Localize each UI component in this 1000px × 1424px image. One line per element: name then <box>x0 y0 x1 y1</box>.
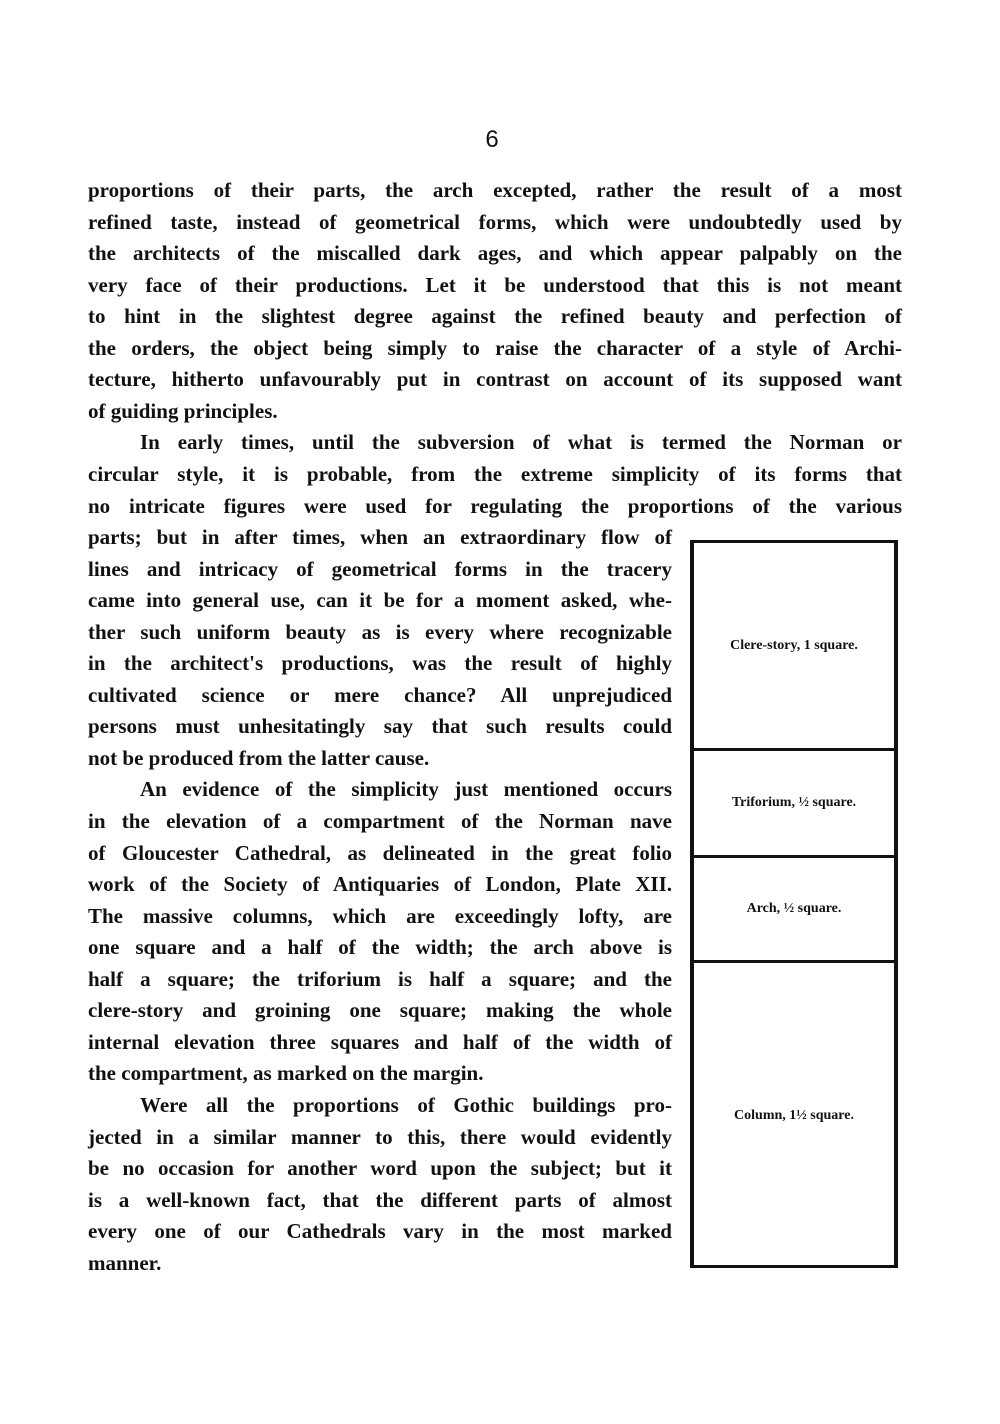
column-label: Column, 1½ square. <box>734 1107 854 1123</box>
text-line: ther such uniform beauty as is every where recognizable <box>88 619 672 644</box>
text-line: clere-story and groining one square; making the whole <box>88 998 672 1023</box>
text-line: An evidence of the simplicity just mentioned occurs <box>140 777 672 802</box>
page-number: 6 <box>485 126 499 153</box>
text-line: work of the Society of Antiquaries of London, Plate XII. <box>88 872 672 897</box>
text-line: proportions of their parts, the arch excepted, rather the result of a most <box>88 178 902 202</box>
text-line: lines and intricacy of geometrical forms in the tracery <box>88 556 672 581</box>
text-line: one square and a half of the width; the arch above is <box>88 935 672 960</box>
triforium-label: Triforium, ½ square. <box>731 795 857 810</box>
text-line: circular style, it is probable, from the extreme simplicity of its forms that <box>88 461 902 486</box>
text-line: of guiding principles. <box>88 398 278 423</box>
text-line: jected in a similar manner to this, there would evidently <box>88 1124 672 1149</box>
text-line: of Gloucester Cathedral, as delineated in the great folio <box>88 840 672 865</box>
text-line: tecture, hitherto unfavourably put in contrast on account of its supposed want <box>88 367 902 392</box>
text-line: the architects of the miscalled dark ages, and which appear palpably on the <box>88 241 902 266</box>
text-line: not be produced from the latter cause. <box>88 745 430 770</box>
text-line: parts; but in after times, when an extraordinary flow of <box>88 525 672 550</box>
text-line: internal elevation three squares and half of the width of <box>88 1029 672 1054</box>
text-line: The massive columns, which are exceedingly lofty, are <box>88 903 672 928</box>
text-line: very face of their productions. Let it be understood that this is not meant <box>88 272 902 297</box>
text-line: persons must unhesitatingly say that such results could <box>88 714 672 739</box>
text-line: half a square; the triforium is half a square; and the <box>88 966 672 991</box>
text-line: no intricate figures were used for regulating the proportions of the various <box>88 493 902 518</box>
text-line: the orders, the object being simply to raise the character of a style of Archi- <box>88 335 902 360</box>
text-line: In early times, until the subversion of what is termed the Norman or <box>140 430 902 455</box>
proportion-diagram <box>690 540 898 1268</box>
text-line: in the elevation of a compartment of the Norman nave <box>88 809 672 833</box>
text-line: manner. <box>88 1250 162 1275</box>
text-line: to hint in the slightest degree against the refined beauty and perfection of <box>88 304 902 329</box>
text-line: in the architect's productions, was the result of highly <box>88 651 672 676</box>
text-line: came into general use, can it be for a moment asked, whe- <box>88 588 672 613</box>
text-line: Were all the proportions of Gothic buildings pro- <box>140 1092 672 1117</box>
text-line: is a well-known fact, that the different parts of almost <box>88 1187 672 1212</box>
text-line: every one of our Cathedrals vary in the most marked <box>88 1219 672 1244</box>
text-line: the compartment, as marked on the margin. <box>88 1061 484 1086</box>
text-line: refined taste, instead of geometrical forms, which were undoubtedly used by <box>88 209 902 234</box>
text-line: be no occasion for another word upon the subject; but it <box>88 1156 672 1181</box>
arch-label: Arch, ½ square. <box>746 901 842 916</box>
clerestory-label: Clere-story, 1 square. <box>730 637 858 653</box>
text-line: cultivated science or mere chance? All unprejudiced <box>88 682 672 707</box>
